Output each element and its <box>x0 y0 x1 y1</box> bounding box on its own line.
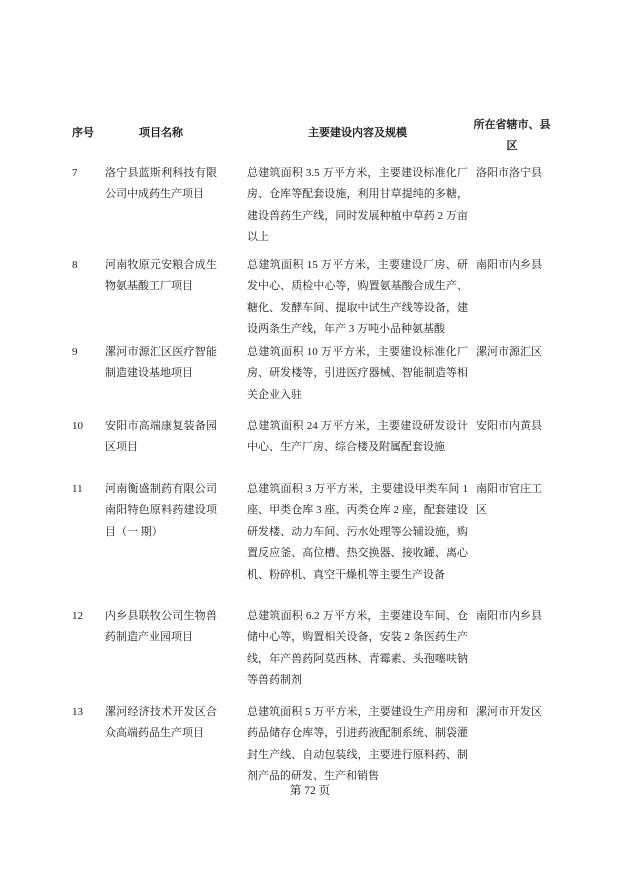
row-index: 12 <box>72 610 83 622</box>
construction-content: 总建筑面积 10 万平方米，主要建设标准化厂房、研发楼等，引进医疗器械、智能制造等相关企业入驻 <box>247 346 468 401</box>
construction-content: 总建筑面积 6.2 万平方米，主要建设车间、仓储中心等，购置相关设备，安装 2 条医药生产线，年产兽药阿莫西林、青霉素、头孢噻呋钠等兽药制剂 <box>247 610 468 687</box>
construction-content: 总建筑面积 3 万平方米，主要建设甲类车间 1 座、甲类仓库 3 座、丙类仓库 2 座，配套建设研发楼、动力车间、污水处理等公辅设施，购置反应釜、高位槽、热交换器、接收罐、离心机、粉碎机、真空干燥机等主要生产设备 <box>247 483 468 581</box>
row-index: 7 <box>72 167 78 179</box>
location: 安阳市内黄县 <box>476 420 542 432</box>
construction-content: 总建筑面积 5 万平方米，主要建设生产用房和药品储存仓库等，引进药液配制系统、制袋灌封生产线、自动包装线，主要进行原料药、制剂产品的研发、生产和销售 <box>247 706 468 783</box>
location: 南阳市官庄工区 <box>476 483 542 517</box>
project-name: 河南衡盛制药有限公司南阳特色原料药建设项目（一 期） <box>105 483 217 538</box>
header-name: 项目名称 <box>139 127 183 139</box>
construction-content: 总建筑面积 15 万平方米，主要建设厂房、研发中心、质检中心等，购置氨基酸合成生产、糖化、发酵车间、提取中试生产线等设备，建设两条生产线，年产 3 万吨小品种氨基酸 <box>247 259 468 336</box>
project-name: 河南牧原元安粮合成生物氨基酸工厂项目 <box>105 259 217 293</box>
row-index: 9 <box>72 346 78 358</box>
page-number: 第 72 页 <box>289 785 331 797</box>
location: 南阳市内乡县 <box>476 259 542 271</box>
construction-content: 总建筑面积 24 万平方米，主要建设研发设计中心、生产厂房、综合楼及附属配套设施 <box>247 420 468 454</box>
location: 漯河市开发区 <box>476 706 542 718</box>
location: 南阳市内乡县 <box>476 610 542 622</box>
construction-content: 总建筑面积 3.5 万平方米，主要建设标准化厂房、仓库等配套设施，利用甘草提纯的多糖，建设兽药生产线，同时发展种植中草药 2 万亩以上 <box>247 167 468 244</box>
row-index: 8 <box>72 259 78 271</box>
header-index: 序号 <box>72 127 94 139</box>
row-index: 10 <box>72 420 83 432</box>
location: 洛阳市洛宁县 <box>476 167 542 179</box>
project-name: 内乡县联牧公司生物兽药制造产业园项目 <box>105 610 217 644</box>
project-name: 漯河市源汇区医疗智能制造建设基地项目 <box>105 346 217 380</box>
row-index: 13 <box>72 706 83 718</box>
project-name: 洛宁县蓝斯利科技有限公司中成药生产项目 <box>105 167 217 201</box>
row-index: 11 <box>72 483 83 495</box>
location: 漯河市源汇区 <box>476 346 542 358</box>
project-name: 漯河经济技术开发区合众高端药品生产项目 <box>105 706 217 740</box>
header-location: 所在省辖市、县区 <box>473 119 551 153</box>
header-content: 主要建设内容及规模 <box>308 127 407 139</box>
project-name: 安阳市高端康复装备园区项目 <box>105 420 217 454</box>
